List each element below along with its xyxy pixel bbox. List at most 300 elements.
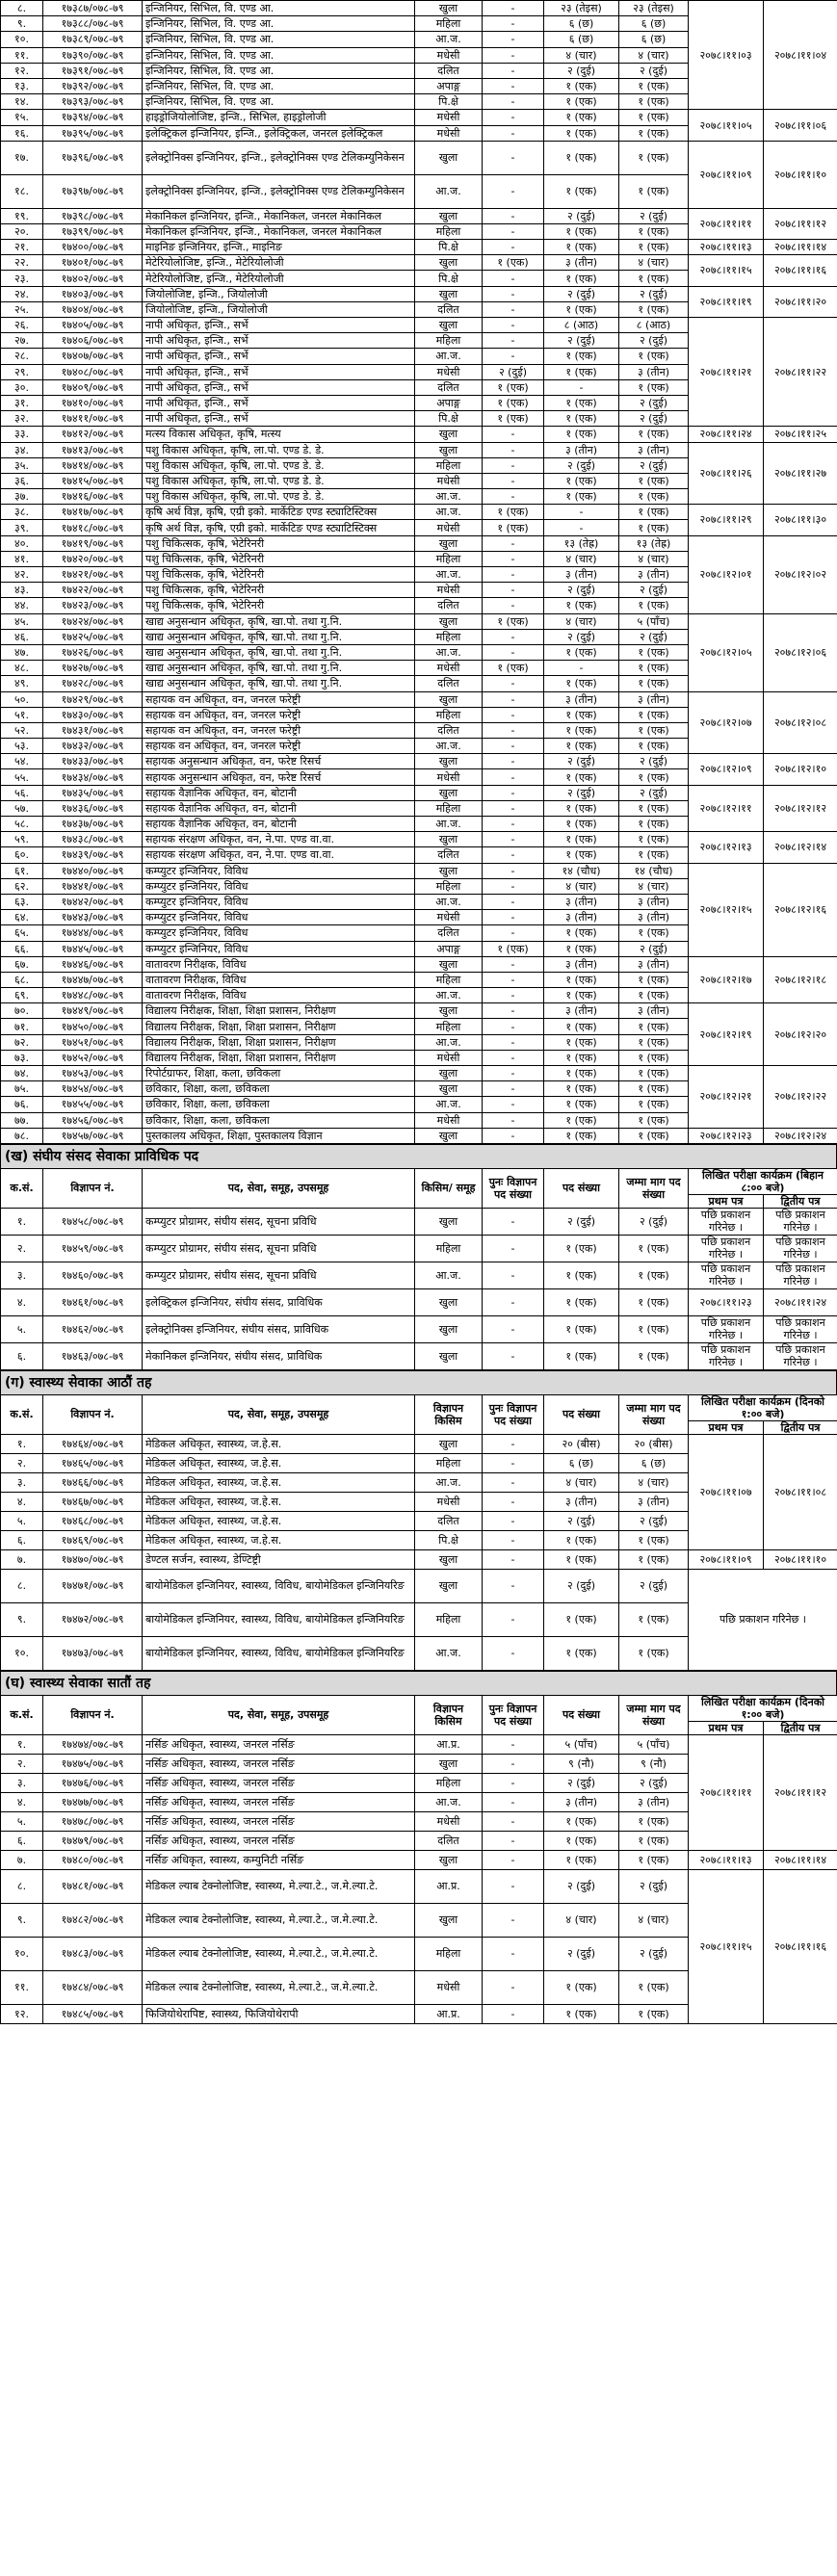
- post-count: १ (एक): [544, 473, 619, 488]
- readvertised-count: -: [483, 110, 544, 125]
- serial-number: ६५.: [1, 925, 43, 941]
- candidate-type: आ.ज.: [415, 1792, 483, 1811]
- post-description: खाद्य अनुसन्धान अधिकृत, कृषि, खा.पो. तथा गु.नि.: [143, 629, 415, 644]
- serial-number: ११.: [1, 1970, 43, 2004]
- candidate-type: आ.ज.: [415, 1262, 483, 1288]
- table-row: [1, 1208, 837, 1235]
- second-paper-date: पछि प्रकाशन गरिनेछ ।: [764, 1208, 837, 1235]
- total-post-count: २ (दुई): [619, 583, 689, 598]
- advertisement-number: १७४५३/०७८-७९: [43, 1066, 143, 1081]
- readvertised-count: -: [483, 141, 544, 174]
- post-description: इन्जिनियर, सिभिल, वि. एण्ड आ.: [143, 94, 415, 110]
- advertisement-number: १७४०२/०७८-७९: [43, 271, 143, 286]
- total-post-count: ४ (चार): [619, 1472, 689, 1492]
- total-post-count: ४ (चार): [619, 878, 689, 894]
- candidate-type: महिला: [415, 1019, 483, 1034]
- total-post-count: ४ (चार): [619, 47, 689, 63]
- total-post-count: १ (एक): [619, 1128, 689, 1143]
- candidate-type: मधेसी: [415, 125, 483, 141]
- advertisement-number: १७४७५/०७८-७९: [43, 1754, 143, 1773]
- serial-number: ४.: [1, 1288, 43, 1315]
- advertisement-number: १७४४३/०७८-७९: [43, 910, 143, 925]
- first-paper-date: २०७८।११।०५: [689, 110, 764, 141]
- post-count: १ (एक): [544, 800, 619, 816]
- post-description: वातावरण निरीक्षक, विविध: [143, 988, 415, 1003]
- advertisement-number: १७४५८/०७८-७९: [43, 1208, 143, 1235]
- candidate-type: महिला: [415, 707, 483, 722]
- candidate-type: खुला: [415, 1903, 483, 1937]
- post-description: नर्सिङ अधिकृत, स्वास्थ्य, जनरल नर्सिङ: [143, 1734, 415, 1754]
- serial-number: ११.: [1, 47, 43, 63]
- second-paper-date: २०७८।११।१२: [764, 208, 837, 239]
- total-post-count: १ (एक): [619, 676, 689, 691]
- candidate-type: महिला: [415, 878, 483, 894]
- readvertised-count: -: [483, 1019, 544, 1034]
- post-count: २ (दुई): [544, 1208, 619, 1235]
- post-count: २ (दुई): [544, 457, 619, 473]
- candidate-type: आ.ज.: [415, 988, 483, 1003]
- first-paper-date: २०७८।१२।०७: [689, 691, 764, 754]
- post-count: १ (एक): [544, 676, 619, 691]
- post-count: २३ (तेइस): [544, 1, 619, 16]
- advertisement-number: १७४१३/०७८-७९: [43, 442, 143, 457]
- table-row: [1, 1, 837, 16]
- header-exam: लिखित परीक्षा कार्यक्रम (दिनको १:०० बजे): [689, 1695, 837, 1721]
- serial-number: १.: [1, 1434, 43, 1453]
- readvertised-count: १ (एक): [483, 395, 544, 410]
- table-row: [1, 754, 837, 769]
- readvertised-count: -: [483, 551, 544, 566]
- post-count: २० (बीस): [544, 1434, 619, 1453]
- total-post-count: १ (एक): [619, 1315, 689, 1342]
- post-description: पुस्तकालय अधिकृत, शिक्षा, पुस्तकालय विज्ञान: [143, 1128, 415, 1143]
- second-paper-date: २०७८।११।१६: [764, 255, 837, 286]
- table-row: [1, 1342, 837, 1369]
- serial-number: १९.: [1, 208, 43, 223]
- total-post-count: २ (दुई): [619, 754, 689, 769]
- candidate-type: महिला: [415, 972, 483, 987]
- serial-number: ३०.: [1, 379, 43, 395]
- post-description: मेडिकल ल्याब टेक्नोलोजिष्ट, स्वास्थ्य, मे.ल्या.टे., ज.मे.ल्या.टे.: [143, 1970, 415, 2004]
- serial-number: ६२.: [1, 878, 43, 894]
- advertisement-number: १७३९७/०७८-७९: [43, 174, 143, 208]
- post-count: १ (एक): [544, 1342, 619, 1369]
- advertisement-number: १७४६४/०७८-७९: [43, 1434, 143, 1453]
- readvertised-count: -: [483, 1128, 544, 1143]
- readvertised-count: -: [483, 910, 544, 925]
- readvertised-count: -: [483, 1869, 544, 1903]
- total-post-count: २० (बीस): [619, 1434, 689, 1453]
- post-count: १ (एक): [544, 1315, 619, 1342]
- post-description: बायोमेडिकल इन्जिनियर, स्वास्थ्य, विविध, बायोमेडिकल इन्जिनियरिङ: [143, 1569, 415, 1602]
- first-paper-date: २०७८।१२।११: [689, 785, 764, 832]
- readvertised-count: -: [483, 32, 544, 47]
- serial-number: ७४.: [1, 1066, 43, 1081]
- serial-number: १३.: [1, 78, 43, 93]
- candidate-type: महिला: [415, 1453, 483, 1472]
- header-post: पद, सेवा, समूह, उपसमूह: [143, 1695, 415, 1734]
- post-count: १ (एक): [544, 1970, 619, 2004]
- post-count: २ (दुई): [544, 1569, 619, 1602]
- post-count: १ (एक): [544, 174, 619, 208]
- candidate-type: दलित: [415, 722, 483, 738]
- first-paper-date: २०७८।११।१९: [689, 286, 764, 317]
- advertisement-number: १७४०७/०७८-७९: [43, 349, 143, 364]
- post-description: छविकार, शिक्षा, कला, छविकला: [143, 1081, 415, 1097]
- advertisement-number: १७४२३/०७८-७९: [43, 598, 143, 613]
- post-count: १ (एक): [544, 1128, 619, 1143]
- table-row: [1, 110, 837, 125]
- total-post-count: १ (एक): [619, 1342, 689, 1369]
- total-post-count: ६ (छ): [619, 1453, 689, 1472]
- post-description: मेडिकल ल्याब टेक्नोलोजिष्ट, स्वास्थ्य, मे.ल्या.टे., ज.मे.ल्या.टे.: [143, 1937, 415, 1970]
- readvertised-count: १ (एक): [483, 613, 544, 629]
- total-post-count: २ (दुई): [619, 629, 689, 644]
- advertisement-number: १७४५४/०७८-७९: [43, 1081, 143, 1097]
- total-post-count: १ (एक): [619, 1602, 689, 1636]
- post-description: बायोमेडिकल इन्जिनियर, स्वास्थ्य, विविध, बायोमेडिकल इन्जिनियरिङ: [143, 1602, 415, 1636]
- header-readv: पुनः विज्ञापन पद संख्या: [483, 1394, 544, 1434]
- second-paper-date: २०७८।११।१०: [764, 1549, 837, 1569]
- serial-number: ३९.: [1, 520, 43, 535]
- post-count: १ (एक): [544, 1636, 619, 1670]
- post-description: खाद्य अनुसन्धान अधिकृत, कृषि, खा.पो. तथा गु.नि.: [143, 661, 415, 676]
- header-second-paper: द्वितीय पत्र: [764, 1420, 837, 1434]
- advertisement-number: १७४१६/०७८-७९: [43, 489, 143, 505]
- advertisement-number: १७४७०/०७८-७९: [43, 1549, 143, 1569]
- post-description: जियोलोजिष्ट, इन्जि., जियोलोजी: [143, 286, 415, 301]
- total-post-count: १ (एक): [619, 223, 689, 239]
- post-count: २ (दुई): [544, 629, 619, 644]
- first-paper-date: पछि प्रकाशन गरिनेछ ।: [689, 1208, 764, 1235]
- advertisement-number: १७४५९/०७८-७९: [43, 1235, 143, 1262]
- post-description: सहायक वैज्ञानिक अधिकृत, वन, बोटानी: [143, 817, 415, 832]
- serial-number: ३.: [1, 1262, 43, 1288]
- table-health-seventh-level: [0, 1695, 837, 2024]
- post-count: १४ (चौध): [544, 863, 619, 878]
- serial-number: १२.: [1, 2004, 43, 2023]
- post-count: १ (एक): [544, 707, 619, 722]
- serial-number: १५.: [1, 110, 43, 125]
- readvertised-count: -: [483, 629, 544, 644]
- serial-number: ६१.: [1, 863, 43, 878]
- readvertised-count: -: [483, 457, 544, 473]
- serial-number: ७.: [1, 1549, 43, 1569]
- total-post-count: ३ (तीन): [619, 364, 689, 379]
- post-count: १ (एक): [544, 78, 619, 93]
- header-type: विज्ञापन किसिम: [415, 1394, 483, 1434]
- post-description: मेडिकल ल्याब टेक्नोलोजिष्ट, स्वास्थ्य, मे.ल्या.टे., ज.मे.ल्या.टे.: [143, 1903, 415, 1937]
- serial-number: ६.: [1, 1530, 43, 1549]
- readvertised-count: -: [483, 925, 544, 941]
- serial-number: ७१.: [1, 1019, 43, 1034]
- readvertised-count: -: [483, 769, 544, 785]
- advertisement-number: १७४७४/०७८-७९: [43, 1734, 143, 1754]
- post-description: नापी अधिकृत, इन्जि., सर्भे: [143, 318, 415, 333]
- readvertised-count: -: [483, 318, 544, 333]
- total-post-count: ४ (चार): [619, 1903, 689, 1937]
- post-count: १ (एक): [544, 1850, 619, 1869]
- candidate-type: मधेसी: [415, 910, 483, 925]
- post-description: मत्स्य विकास अधिकृत, कृषि, मत्स्य: [143, 427, 415, 442]
- advertisement-number: १७४७२/०७८-७९: [43, 1602, 143, 1636]
- advertisement-number: १७४५६/०७८-७९: [43, 1112, 143, 1128]
- serial-number: ५५.: [1, 769, 43, 785]
- readvertised-count: -: [483, 1235, 544, 1262]
- post-count: २ (दुई): [544, 1773, 619, 1792]
- post-description: कम्प्युटर इन्जिनियर, विविध: [143, 894, 415, 909]
- header-readv: पुनः विज्ञापन पद संख्या: [483, 1695, 544, 1734]
- readvertised-count: १ (एक): [483, 941, 544, 956]
- post-count: १ (एक): [544, 110, 619, 125]
- readvertised-count: -: [483, 676, 544, 691]
- serial-number: ४३.: [1, 583, 43, 598]
- advertisement-number: १७४७७/०७८-७९: [43, 1792, 143, 1811]
- second-paper-date: २०७८।११।०८: [764, 1434, 837, 1549]
- second-paper-date: २०७८।११।१४: [764, 240, 837, 255]
- first-paper-date: २०७८।११।११: [689, 208, 764, 239]
- total-post-count: १ (एक): [619, 707, 689, 722]
- serial-number: २३.: [1, 271, 43, 286]
- post-description: सहायक वन अधिकृत, वन, जनरल फरेष्ट्री: [143, 722, 415, 738]
- total-post-count: १ (एक): [619, 817, 689, 832]
- readvertised-count: -: [483, 956, 544, 972]
- post-count: २ (दुई): [544, 583, 619, 598]
- total-post-count: १ (एक): [619, 1097, 689, 1112]
- total-post-count: ५ (पाँच): [619, 613, 689, 629]
- post-count: -: [544, 661, 619, 676]
- candidate-type: मधेसी: [415, 47, 483, 63]
- post-description: सहायक वन अधिकृत, वन, जनरल फरेष्ट्री: [143, 739, 415, 754]
- first-paper-date: २०७८।११।२३: [689, 1288, 764, 1315]
- post-count: १ (एक): [544, 1081, 619, 1097]
- advertisement-number: १७४२६/०७८-७९: [43, 644, 143, 660]
- serial-number: २२.: [1, 255, 43, 271]
- post-count: १ (एक): [544, 925, 619, 941]
- readvertised-count: -: [483, 16, 544, 32]
- total-post-count: २ (दुई): [619, 1569, 689, 1602]
- candidate-type: दलित: [415, 676, 483, 691]
- advertisement-number: १७४०५/०७८-७९: [43, 318, 143, 333]
- post-count: १ (एक): [544, 395, 619, 410]
- post-count: ४ (चार): [544, 551, 619, 566]
- candidate-type: खुला: [415, 141, 483, 174]
- candidate-type: पि.क्षे: [415, 411, 483, 427]
- post-description: नापी अधिकृत, इन्जि., सर्भे: [143, 411, 415, 427]
- post-count: ३ (तीन): [544, 442, 619, 457]
- readvertised-count: १ (एक): [483, 520, 544, 535]
- readvertised-count: -: [483, 1050, 544, 1065]
- serial-number: ३५.: [1, 457, 43, 473]
- serial-number: १०.: [1, 1636, 43, 1670]
- total-post-count: १ (एक): [619, 125, 689, 141]
- post-description: मेकानिकल इन्जिनियर, इन्जि., मेकानिकल, जनरल मेकानिकल: [143, 208, 415, 223]
- header-exam: लिखित परीक्षा कार्यक्रम (बिहान ८:०० बजे): [689, 1168, 837, 1194]
- total-post-count: १ (एक): [619, 271, 689, 286]
- first-paper-date: २०७८।११।१३: [689, 240, 764, 255]
- post-description: खाद्य अनुसन्धान अधिकृत, कृषि, खा.पो. तथा गु.नि.: [143, 676, 415, 691]
- candidate-type: आ.ज.: [415, 349, 483, 364]
- candidate-type: मधेसी: [415, 520, 483, 535]
- post-description: मेटेरियोलोजिष्ट, इन्जि., मेटेरियोलोजी: [143, 271, 415, 286]
- first-paper-date: २०७८।११।०७: [689, 1434, 764, 1549]
- serial-number: ४४.: [1, 598, 43, 613]
- total-post-count: १ (एक): [619, 520, 689, 535]
- candidate-type: महिला: [415, 1937, 483, 1970]
- table-row: [1, 785, 837, 800]
- candidate-type: आ.ज.: [415, 1034, 483, 1050]
- readvertised-count: -: [483, 1097, 544, 1112]
- readvertised-count: -: [483, 1970, 544, 2004]
- post-count: १ (एक): [544, 739, 619, 754]
- post-count: ३ (तीन): [544, 1492, 619, 1511]
- readvertised-count: -: [483, 1034, 544, 1050]
- candidate-type: पि.क्षे: [415, 1530, 483, 1549]
- readvertised-count: -: [483, 1831, 544, 1850]
- post-description: मेडिकल अधिकृत, स्वास्थ्य, ज.हे.स.: [143, 1511, 415, 1530]
- advertisement-number: १७४६६/०७८-७९: [43, 1472, 143, 1492]
- candidate-type: आ.ज.: [415, 32, 483, 47]
- post-description: इन्जिनियर, सिभिल, वि. एण्ड आ.: [143, 1, 415, 16]
- readvertised-count: -: [483, 535, 544, 551]
- total-post-count: २ (दुई): [619, 1208, 689, 1235]
- candidate-type: खुला: [415, 1342, 483, 1369]
- first-paper-date: २०७८।११।०९: [689, 141, 764, 208]
- table-row: [1, 1549, 837, 1569]
- total-post-count: १ (एक): [619, 110, 689, 125]
- total-post-count: २ (दुई): [619, 1511, 689, 1530]
- header-sn: क.सं.: [1, 1168, 43, 1208]
- readvertised-count: -: [483, 1112, 544, 1128]
- post-description: इलेक्ट्रोनिक्स इन्जिनियर, संघीय संसद, प्राविधिक: [143, 1315, 415, 1342]
- serial-number: ४९.: [1, 676, 43, 691]
- post-description: रिपोर्टग्राफर, शिक्षा, कला, छविकला: [143, 1066, 415, 1081]
- second-paper-date: २०७८।१२।१२: [764, 785, 837, 832]
- candidate-type: महिला: [415, 629, 483, 644]
- candidate-type: आ.ज.: [415, 567, 483, 583]
- advertisement-number: १७४४६/०७८-७९: [43, 956, 143, 972]
- candidate-type: मधेसी: [415, 473, 483, 488]
- readvertised-count: -: [483, 800, 544, 816]
- serial-number: ९.: [1, 16, 43, 32]
- candidate-type: आ.प्र.: [415, 1734, 483, 1754]
- serial-number: ५८.: [1, 817, 43, 832]
- serial-number: ३६.: [1, 473, 43, 488]
- candidate-type: आ.ज.: [415, 505, 483, 520]
- serial-number: ७६.: [1, 1097, 43, 1112]
- advertisement-number: १७४१०/०७८-७९: [43, 395, 143, 410]
- post-count: १ (एक): [544, 1530, 619, 1549]
- table-row: [1, 1262, 837, 1288]
- total-post-count: ३ (तीन): [619, 1003, 689, 1019]
- total-post-count: २ (दुई): [619, 457, 689, 473]
- readvertised-count: -: [483, 722, 544, 738]
- readvertised-count: -: [483, 598, 544, 613]
- header-first-paper: प्रथम पत्र: [689, 1420, 764, 1434]
- total-post-count: १ (एक): [619, 1262, 689, 1288]
- second-paper-date: २०७८।१२।१८: [764, 956, 837, 1003]
- advertisement-number: १७४७८/०७८-७९: [43, 1811, 143, 1831]
- first-paper-date: २०७८।१२।१७: [689, 956, 764, 1003]
- advertisement-number: १७४४८/०७८-७९: [43, 988, 143, 1003]
- readvertised-count: १ (एक): [483, 255, 544, 271]
- serial-number: ४७.: [1, 644, 43, 660]
- post-description: विद्यालय निरीक्षक, शिक्षा, शिक्षा प्रशासन, निरीक्षण: [143, 1050, 415, 1065]
- second-paper-date: २०७८।१२।२२: [764, 1066, 837, 1129]
- serial-number: २.: [1, 1754, 43, 1773]
- header-sn: क.सं.: [1, 1695, 43, 1734]
- table-row: [1, 691, 837, 707]
- total-post-count: २ (दुई): [619, 333, 689, 349]
- post-count: १ (एक): [544, 240, 619, 255]
- serial-number: ६.: [1, 1342, 43, 1369]
- advertisement-number: १७४५२/०७८-७९: [43, 1050, 143, 1065]
- total-post-count: ३ (तीन): [619, 894, 689, 909]
- readvertised-count: -: [483, 1602, 544, 1636]
- post-description: मेटेरियोलोजिष्ट, इन्जि., मेटेरियोलोजी: [143, 255, 415, 271]
- readvertised-count: -: [483, 94, 544, 110]
- table-row: [1, 1569, 837, 1602]
- candidate-type: खुला: [415, 1, 483, 16]
- readvertised-count: -: [483, 301, 544, 317]
- advertisement-number: १७४८४/०७८-७९: [43, 1970, 143, 2004]
- post-description: पशु विकास अधिकृत, कृषि, ला.पो. एण्ड डे. डे.: [143, 489, 415, 505]
- post-count: ४ (चार): [544, 1472, 619, 1492]
- post-description: सहायक अनुसन्धान अधिकृत, वन, फरेष्ट रिसर्च: [143, 769, 415, 785]
- candidate-type: मधेसी: [415, 110, 483, 125]
- serial-number: ५७.: [1, 800, 43, 816]
- readvertised-count: -: [483, 1342, 544, 1369]
- post-description: नापी अधिकृत, इन्जि., सर्भे: [143, 379, 415, 395]
- advertisement-number: १७४३२/०७८-७९: [43, 739, 143, 754]
- post-count: ३ (तीन): [544, 691, 619, 707]
- table-row: [1, 141, 837, 174]
- readvertised-count: -: [483, 1530, 544, 1549]
- advertisement-number: १७४३०/०७८-७९: [43, 707, 143, 722]
- table-row: [1, 1288, 837, 1315]
- serial-number: १०.: [1, 1937, 43, 1970]
- post-description: कम्प्युटर इन्जिनियर, विविध: [143, 878, 415, 894]
- readvertised-count: -: [483, 1636, 544, 1670]
- advertisement-number: १७४८१/०७८-७९: [43, 1869, 143, 1903]
- serial-number: ५.: [1, 1315, 43, 1342]
- serial-number: ६४.: [1, 910, 43, 925]
- candidate-type: महिला: [415, 1235, 483, 1262]
- section-c-heading: (ग) स्वास्थ्य सेवाका आठौं तह: [0, 1370, 837, 1394]
- table-row: [1, 240, 837, 255]
- post-count: -: [544, 520, 619, 535]
- post-description: इन्जिनियर, सिभिल, वि. एण्ड आ.: [143, 63, 415, 78]
- first-paper-date: २०७८।१२।२३: [689, 1128, 764, 1143]
- second-paper-date: २०७८।११।१०: [764, 141, 837, 208]
- header-post: पद, सेवा, समूह, उपसमूह: [143, 1394, 415, 1434]
- post-count: १ (एक): [544, 489, 619, 505]
- post-description: खाद्य अनुसन्धान अधिकृत, कृषि, खा.पो. तथा गु.नि.: [143, 644, 415, 660]
- candidate-type: खुला: [415, 956, 483, 972]
- total-post-count: १ (एक): [619, 349, 689, 364]
- post-description: नापी अधिकृत, इन्जि., सर्भे: [143, 395, 415, 410]
- post-description: फिजियोथेरापिष्ट, स्वास्थ्य, फिजियोथेरापी: [143, 2004, 415, 2023]
- first-paper-date: २०७८।११।१३: [689, 1850, 764, 1869]
- post-count: १ (एक): [544, 1112, 619, 1128]
- post-description: मेडिकल ल्याब टेक्नोलोजिष्ट, स्वास्थ्य, मे.ल्या.टे., ज.मे.ल्या.टे.: [143, 1869, 415, 1903]
- total-post-count: १ (एक): [619, 1850, 689, 1869]
- post-count: १ (एक): [544, 1831, 619, 1850]
- second-paper-date: २०७८।११।०४: [764, 1, 837, 110]
- post-count: ६ (छ): [544, 16, 619, 32]
- post-count: ६ (छ): [544, 32, 619, 47]
- total-post-count: ३ (तीन): [619, 910, 689, 925]
